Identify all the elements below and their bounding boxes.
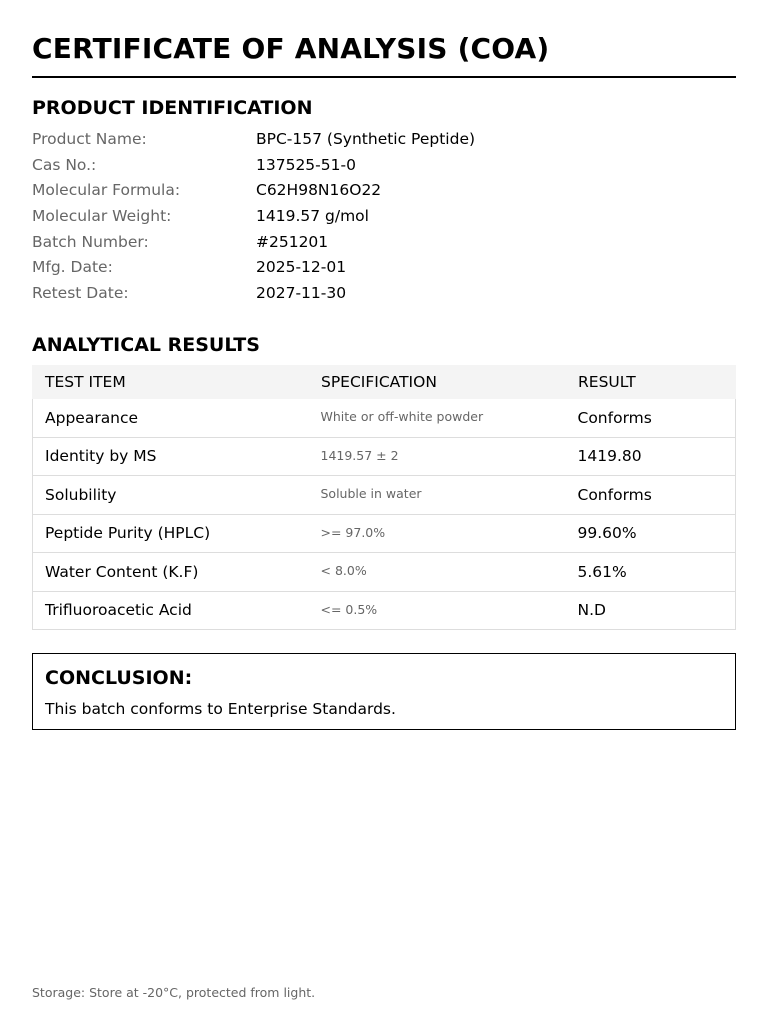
table-row	[33, 591, 736, 630]
table-row	[33, 399, 736, 438]
conclusion-text: This batch conforms to Enterprise Standards.	[45, 700, 396, 718]
column-header-specification: SPECIFICATION	[309, 366, 566, 399]
analytical-results-table	[32, 365, 736, 630]
info-label: Molecular Formula:	[32, 181, 181, 200]
info-value: #251201	[256, 232, 329, 251]
info-label: Product Name:	[32, 129, 147, 148]
info-row-retest-date	[32, 280, 736, 306]
result-cell: 99.60%	[566, 514, 736, 553]
info-row-mfg-date	[32, 254, 736, 280]
column-header-test-item: TEST ITEM	[33, 366, 309, 399]
info-row-cas-no	[32, 152, 736, 178]
conclusion-box	[32, 653, 736, 730]
result-cell: Conforms	[566, 399, 736, 438]
test-item-cell: Peptide Purity (HPLC)	[33, 514, 309, 553]
info-value: BPC-157 (Synthetic Peptide)	[256, 129, 476, 148]
result-cell: 5.61%	[566, 553, 736, 592]
result-cell: 1419.80	[566, 437, 736, 476]
info-row-molecular-formula	[32, 177, 736, 203]
test-item-cell: Solubility	[33, 476, 309, 515]
info-label: Mfg. Date:	[32, 258, 113, 277]
info-label: Cas No.:	[32, 155, 97, 174]
title-divider	[32, 76, 736, 78]
info-value: 137525-51-0	[256, 155, 356, 174]
test-item-cell: Identity by MS	[33, 437, 309, 476]
specification-cell: 1419.57 ± 2	[309, 437, 566, 476]
specification-cell: White or off-white powder	[309, 399, 566, 438]
result-cell: Conforms	[566, 476, 736, 515]
info-label: Batch Number:	[32, 232, 149, 251]
specification-cell: <= 0.5%	[309, 591, 566, 630]
info-value: 2027-11-30	[256, 283, 347, 302]
test-item-cell: Appearance	[33, 399, 309, 438]
table-row	[33, 476, 736, 515]
info-row-batch-number	[32, 229, 736, 255]
test-item-cell: Trifluoroacetic Acid	[33, 591, 309, 630]
storage-note: Storage: Store at -20°C, protected from light.	[32, 985, 316, 1000]
table-row	[33, 553, 736, 592]
table-row	[33, 514, 736, 553]
info-row-molecular-weight	[32, 203, 736, 229]
specification-cell: Soluble in water	[309, 476, 566, 515]
result-cell: N.D	[566, 591, 736, 630]
info-label: Retest Date:	[32, 283, 129, 302]
specification-cell: >= 97.0%	[309, 514, 566, 553]
info-value: 1419.57 g/mol	[256, 206, 369, 225]
table-row	[33, 437, 736, 476]
column-header-result: RESULT	[566, 366, 736, 399]
specification-cell: < 8.0%	[309, 553, 566, 592]
info-label: Molecular Weight:	[32, 206, 172, 225]
info-value: 2025-12-01	[256, 258, 347, 277]
conclusion-heading: CONCLUSION:	[45, 667, 193, 689]
product-identification-heading: PRODUCT IDENTIFICATION	[32, 97, 313, 119]
product-identification-list	[32, 126, 736, 306]
page-title: CERTIFICATE OF ANALYSIS (COA)	[32, 32, 550, 65]
info-value: C62H98N16O22	[256, 181, 382, 200]
test-item-cell: Water Content (K.F)	[33, 553, 309, 592]
info-row-product-name	[32, 126, 736, 152]
table-header-row	[33, 366, 736, 399]
analytical-results-heading: ANALYTICAL RESULTS	[32, 334, 260, 356]
